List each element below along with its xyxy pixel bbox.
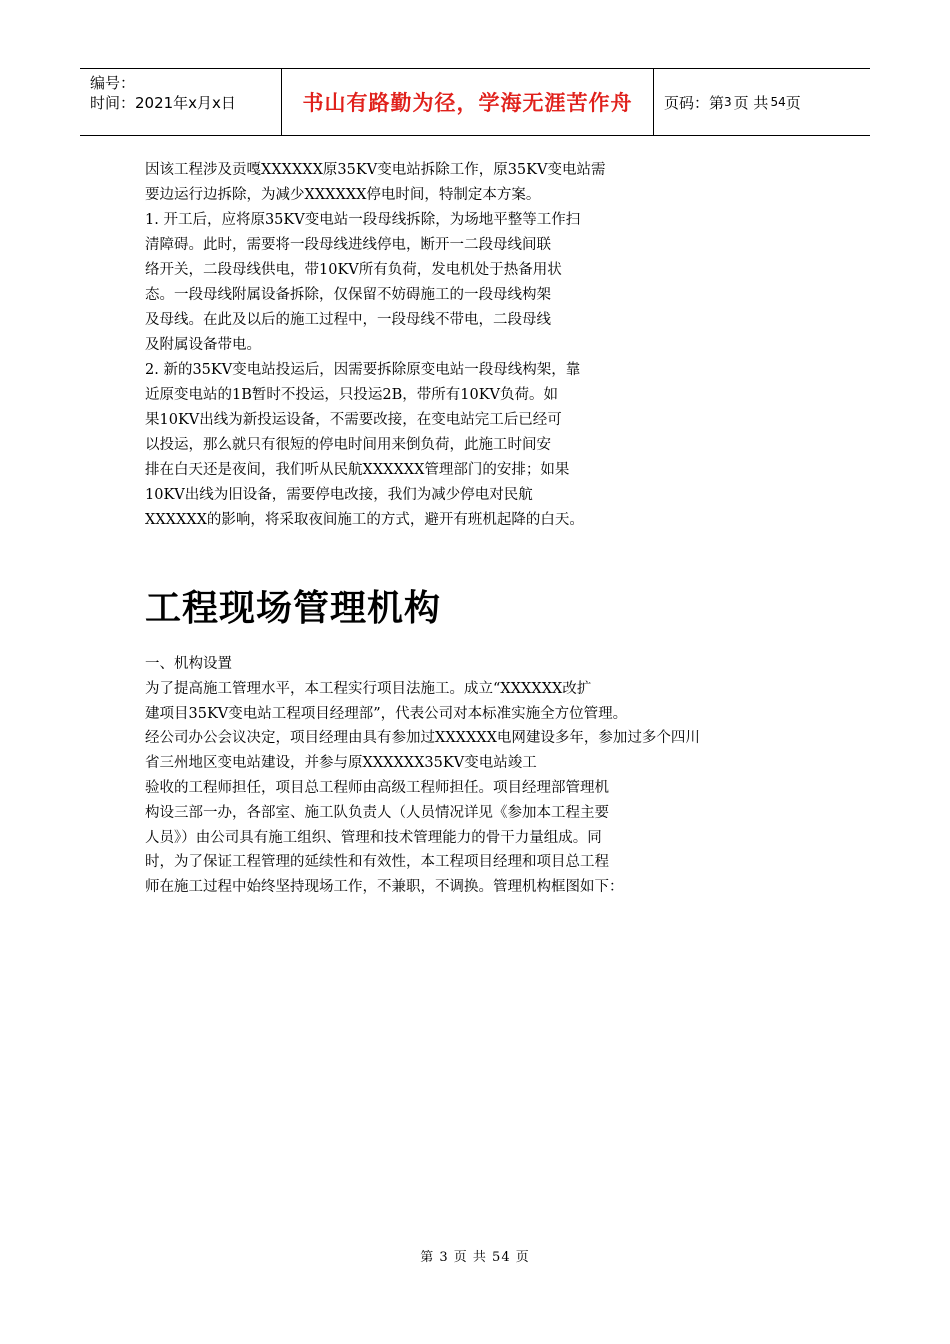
- body-line: 2. 新的35KV变电站投运后，因需要拆除原变电站一段母线构架，靠: [145, 362, 581, 378]
- section-line: 师在施工过程中始终坚持现场工作，不兼职，不调换。管理机构框图如下：: [145, 879, 624, 896]
- body-line: 及附属设备带电。: [145, 337, 261, 353]
- section-line: 验收的工程师担任，项目总工程师由高级工程师担任。项目经理部管理机: [145, 779, 609, 796]
- body-line: 排在白天还是夜间，我们听从民航XXXXXX管理部门的安排；如果: [145, 462, 570, 478]
- body-line: 及母线。在此及以后的施工过程中，一段母线不带电，二段母线: [145, 312, 551, 328]
- section-line: 人员》）由公司具有施工组织、管理和技术管理能力的骨干力量组成。同: [145, 829, 602, 846]
- body-line: 1. 开工后，应将原35KV变电站一段母线拆除，为场地平整等工作扫: [145, 212, 581, 228]
- header-page-info: [654, 69, 870, 135]
- body-line: 因该工程涉及贡嘎XXXXXX原35KV变电站拆除工作，原35KV变电站需: [145, 162, 606, 178]
- body-text: [145, 158, 825, 533]
- time-label: 时间：2021年x月x日: [90, 94, 236, 112]
- section-line: 为了提高施工管理水平，本工程实行项目法施工。成立“XXXXXX改扩: [145, 680, 592, 697]
- section-line: 建项目35KV变电站工程项目经理部”，代表公司对本标准实施全方位管理。: [145, 705, 628, 722]
- section-title: 工程现场管理机构: [145, 588, 442, 629]
- page-footer: 第 3 页 共 54 页: [420, 1250, 530, 1265]
- header-motto: 书山有路勤为径，学海无涯苦作舟: [282, 69, 654, 135]
- page-current: 3: [724, 95, 732, 109]
- page-header: [80, 68, 870, 136]
- serial-label: 编号：: [90, 74, 136, 92]
- section-line: 构设三部一办，各部室、施工队负责人（人员情况详见《参加本工程主要: [145, 804, 609, 821]
- section-line: 经公司办公会议决定，项目经理由具有参加过XXXXXX电网建设多年，参加过多个四川: [145, 730, 700, 747]
- body-line: XXXXXX的影响，将采取夜间施工的方式，避开有班机起降的白天。: [145, 512, 584, 528]
- body-line: 果10KV出线为新投运设备，不需要改接，在变电站完工后已经可: [145, 412, 562, 428]
- body-line: 以投运，那么就只有很短的停电时间用来倒负荷，此施工时间安: [145, 437, 551, 453]
- body-line: 要边运行边拆除，为减少XXXXXX停电时间，特制定本方案。: [145, 187, 541, 203]
- section-line: 一、机构设置: [145, 656, 232, 672]
- section-line: 省三州地区变电站建设，并参与原XXXXXX35KV变电站竣工: [145, 755, 537, 772]
- body-line: 络开关，二段母线供电，带10KV所有负荷，发电机处于热备用状: [145, 262, 562, 278]
- page-label-suffix: 页: [785, 93, 801, 112]
- section-line: 时，为了保证工程管理的延续性和有效性，本工程项目经理和项目总工程: [145, 854, 609, 871]
- body-line: 清障碍。此时，需要将一段母线进线停电，断开一二段母线间联: [145, 237, 551, 253]
- body-line: 10KV出线为旧设备，需要停电改接，我们为减少停电对民航: [145, 487, 533, 503]
- body-line: 态。一段母线附属设备拆除，仅保留不妨碍施工的一段母线构架: [145, 287, 551, 303]
- page-total: 54: [770, 95, 786, 109]
- page-label-mid: 页 共: [733, 93, 769, 112]
- header-meta: [80, 69, 282, 135]
- page-label-prefix: 页码：第: [664, 93, 725, 112]
- section-body: [145, 652, 825, 900]
- body-line: 近原变电站的1B暂时不投运，只投运2B，带所有10KV负荷。如: [145, 387, 559, 403]
